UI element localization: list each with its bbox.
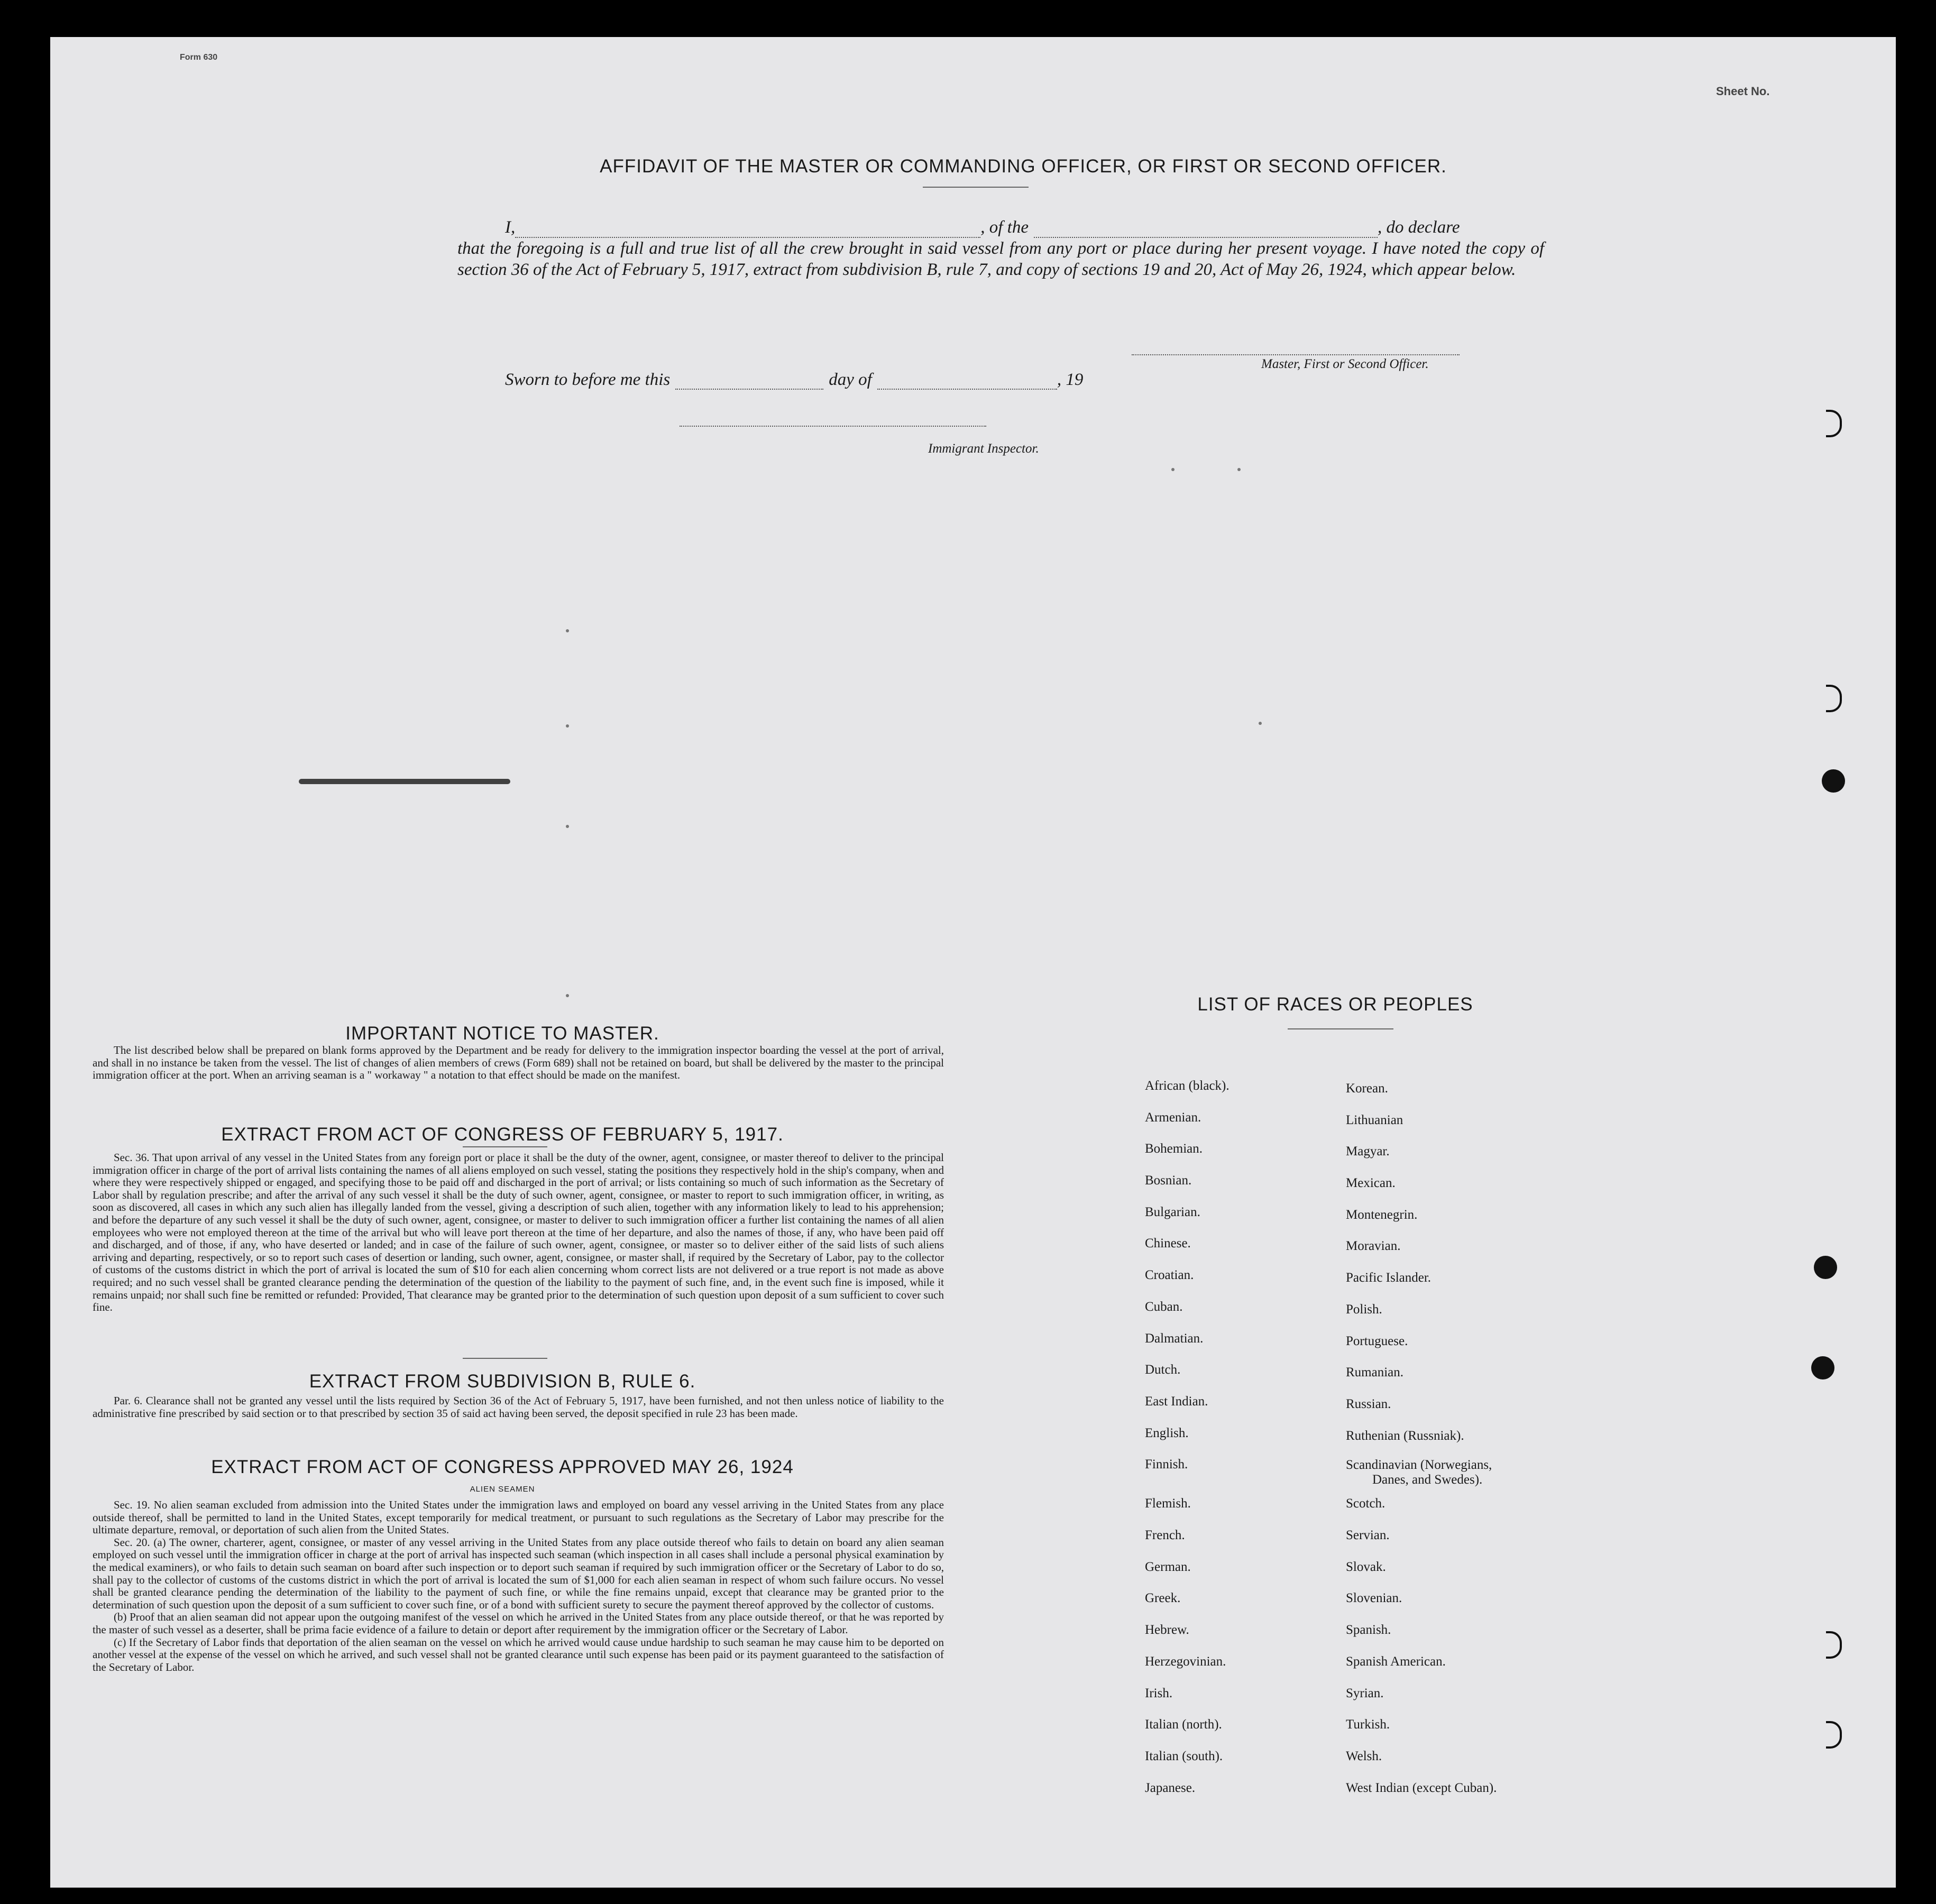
- binder-hole-icon: [1826, 1631, 1842, 1659]
- race-item: Dutch.: [1145, 1363, 1181, 1377]
- races-left-column: [1145, 1079, 1346, 1808]
- races-title: LIST OF RACES OR PEOPLES: [1197, 994, 1473, 1015]
- race-item: Spanish.: [1346, 1623, 1391, 1637]
- race-item: Portuguese.: [1346, 1334, 1408, 1348]
- year-label: , 19: [1057, 370, 1084, 389]
- do-declare-label: , do declare: [1377, 218, 1460, 237]
- affidavit-title: AFFIDAVIT OF THE MASTER OR COMMANDING OFFICER, OR FIRST OR SECOND OFFICER.: [600, 156, 1447, 177]
- day-of-label: day of: [829, 370, 872, 389]
- race-item: West Indian (except Cuban).: [1346, 1781, 1497, 1795]
- race-item: Italian (south).: [1145, 1749, 1223, 1763]
- race-item: Turkish.: [1346, 1717, 1390, 1732]
- race-item: Slovak.: [1346, 1560, 1386, 1574]
- sworn-day-field[interactable]: [675, 389, 823, 390]
- title-divider: [463, 1146, 547, 1147]
- of-the-label: , of the: [980, 218, 1029, 237]
- race-item: Flemish.: [1145, 1496, 1191, 1511]
- binder-hole-icon: [1826, 1721, 1842, 1749]
- bleed-mark: [566, 825, 569, 828]
- title-divider: [463, 1358, 547, 1359]
- binder-hole-icon: [1822, 769, 1845, 793]
- race-item: Spanish American.: [1346, 1654, 1446, 1669]
- race-item: Finnish.: [1145, 1457, 1188, 1471]
- declarant-prefix: I,: [505, 218, 516, 237]
- notice-text: [93, 1044, 944, 1082]
- notice-title: IMPORTANT NOTICE TO MASTER.: [345, 1023, 659, 1044]
- bleed-mark: [1237, 468, 1241, 471]
- race-item: Chinese.: [1145, 1236, 1191, 1250]
- race-item: Montenegrin.: [1346, 1208, 1418, 1222]
- master-signature-label: Master, First or Second Officer.: [1261, 357, 1429, 371]
- bleed-mark: [1171, 468, 1175, 471]
- race-item: Herzegovinian.: [1145, 1654, 1226, 1669]
- section-36-paragraph: Sec. 36. That upon arrival of any vessel in the United States from any foreign port or place it shall be the duty of the owner, agent, consignee, or master thereof to deliver to the principal immigration officer in charge of the port of arrival lists containing the names of all aliens employed on such vessel, stating the positions they respectively hold in the ship's company, when and where they were respectively shipped or engaged, and specifying those to be paid off and discharged in the port of arrival; or lists containing so much of such information as the Secretary of Labor shall by regulation prescribe; and after the arrival of any such vessel it shall be the duty of such owner, agent, consignee, or master to report to such immigration officer, in writing, as soon as discovered, all cases in which any such alien has illegally landed from the vessel, giving a description of such alien, together with any information likely to lead to his apprehension; and before the departure of any such vessel it shall be the duty of such owner, agent, consignee, or master to deliver to such immigration officer a further list containing the names of all alien employees who were not employed thereon at the time of the arrival but who will leave port thereon at the time of her departure, and also the names of those, if any, who have been paid off and discharged, and of those, if any, who have deserted or landed; and in case of the failure of such owner, agent, consignee, or master so to deliver either of the said lists of such aliens arriving and departing, respectively, or so to report such cases of desertion or landing, such owner, agent, consignee, or master shall, if required by the Secretary of Labor, pay to the collector of customs of the customs district in which the port of arrival is located the sum of $10 for each alien concerning whom correct lists are not delivered or a true report is not made as above required; and no such vessel shall be granted clearance pending the determination of the question of the liability to the payment of such fine, and, in the event such fine is imposed, while it remains unpaid; nor shall such fine be remitted or refunded: Provided, That clearance may be granted prior to the determination of such question upon deposit of a sum sufficient to cover such fine.: [93, 1151, 944, 1314]
- race-item: Bulgarian.: [1145, 1205, 1200, 1219]
- race-item: Japanese.: [1145, 1781, 1196, 1795]
- race-item: Scotch.: [1346, 1496, 1386, 1511]
- race-item: Dalmatian.: [1145, 1331, 1204, 1346]
- race-item: German.: [1145, 1560, 1191, 1574]
- extract-1924-text: [93, 1499, 944, 1673]
- race-item: Polish.: [1346, 1302, 1382, 1317]
- race-item: French.: [1145, 1528, 1185, 1542]
- bleed-mark: [566, 994, 569, 997]
- race-item: Cuban.: [1145, 1300, 1183, 1314]
- sworn-month-field[interactable]: [877, 389, 1057, 390]
- document-sheet: [50, 37, 1896, 1888]
- sworn-label: Sworn to before me this: [505, 370, 671, 389]
- race-item: Mexican.: [1346, 1176, 1396, 1190]
- race-item: Pacific Islander.: [1346, 1271, 1432, 1285]
- paragraph-6: Par. 6. Clearance shall not be granted any vessel until the lists required by Section 36 of the Act of February 5, 1917, have been furnished, and not then unless notice of liability to the administrative fine prescribed by said section or to that prescribed by section 35 of said act having been served, the deposit specified in rule 23 has been made.: [93, 1394, 944, 1420]
- inspector-label: Immigrant Inspector.: [928, 441, 1039, 456]
- title-divider: [923, 187, 1029, 188]
- bleed-mark: [566, 629, 569, 632]
- binder-hole-icon: [1811, 1356, 1834, 1379]
- bleed-mark: [566, 724, 569, 728]
- races-right-column: [1346, 1081, 1600, 1811]
- section-19-paragraph: Sec. 19. No alien seaman excluded from admission into the United States under the immigration laws and employed on board any vessel arriving in the United States from any place outside thereof, shall be permitted to land in the United States, except temporarily for medical treatment, or pursuant to such regulations as the Secretary of Labor may prescribe for the ultimate departure, removal, or deportation of such alien from the United States.: [93, 1498, 944, 1537]
- race-item: East Indian.: [1145, 1394, 1208, 1409]
- race-item: Hebrew.: [1145, 1623, 1189, 1637]
- sheet-label: Sheet No.: [1716, 85, 1770, 98]
- alien-seamen-subtitle: ALIEN SEAMEN: [470, 1485, 535, 1494]
- affidavit-body: that the foregoing is a full and true list of all the crew brought in said vessel from any port or place during her present voyage. I have noted the copy of section 36 of the Act of February 5, 1917, extract from subdivision B, rule 7, and copy of sections 19 and 20, Act of May 26, 1924, which appear below.: [457, 239, 1544, 279]
- race-item: Ruthenian (Russniak).: [1346, 1429, 1464, 1443]
- master-signature-line[interactable]: [1132, 354, 1460, 355]
- inspector-signature-line[interactable]: [680, 426, 986, 427]
- race-item: Lithuanian: [1346, 1113, 1403, 1127]
- extract-rule-title: EXTRACT FROM SUBDIVISION B, RULE 6.: [309, 1371, 696, 1392]
- extract-rule-text: [93, 1395, 944, 1420]
- sworn-line: [505, 370, 1083, 390]
- title-divider: [1288, 1028, 1393, 1029]
- race-item: Scandinavian (Norwegians,: [1346, 1458, 1492, 1472]
- race-item: English.: [1145, 1426, 1189, 1440]
- race-item: Moravian.: [1346, 1239, 1401, 1253]
- race-item: Armenian.: [1145, 1110, 1201, 1125]
- race-item: Greek.: [1145, 1591, 1181, 1605]
- section-20c-paragraph: (c) If the Secretary of Labor finds that deportation of the alien seaman on the vessel on which he arrived would cause undue hardship to such seaman he may cause him to be deported on another vessel at the expense of the vessel on which he arrived, and such vessel shall not be granted clearance until such expense has been paid or its payment guaranteed to the satisfaction of the Secretary of Labor.: [93, 1635, 944, 1673]
- race-item: Servian.: [1346, 1528, 1390, 1542]
- race-item: Slovenian.: [1346, 1591, 1402, 1605]
- form-number: Form 630: [180, 53, 218, 62]
- binder-hole-icon: [1826, 685, 1842, 712]
- binder-hole-icon: [1814, 1256, 1837, 1279]
- binder-hole-icon: [1826, 410, 1842, 437]
- race-item: Italian (north).: [1145, 1717, 1222, 1732]
- bleed-mark: [1259, 722, 1262, 725]
- race-item: Bosnian.: [1145, 1173, 1192, 1188]
- race-item: Bohemian.: [1145, 1142, 1203, 1156]
- race-item-continued: Danes, and Swedes).: [1372, 1473, 1483, 1487]
- race-item: Korean.: [1346, 1081, 1388, 1096]
- extract-1917-text: [93, 1152, 944, 1314]
- race-item: Irish.: [1145, 1686, 1173, 1700]
- race-item: Syrian.: [1346, 1686, 1384, 1700]
- notice-paragraph: The list described below shall be prepared on blank forms approved by the Department and be ready for delivery to the immigration inspector boarding the vessel at the port of arrival, and shall in no instance be taken from the vessel. The list of changes of alien members of crews (Form 689) shall not be retained on board, but shall be delivered by the master to the principal immigration officer at the port. When an arriving seaman is a " workaway " a notation to that effect should be made on the manifest.: [93, 1044, 944, 1082]
- race-item: Magyar.: [1346, 1144, 1390, 1158]
- race-item: Welsh.: [1346, 1749, 1382, 1763]
- section-20a-paragraph: Sec. 20. (a) The owner, charterer, agent, consignee, or master of any vessel arriving in the United States from any place outside thereof who fails to detain on board any alien seaman employed on such vessel until the immigration officer in charge at the port of arrival has inspected such seaman (which inspection in all cases shall include a personal physical examination by the medical examiners), or who fails to detain such seaman on board after such inspection or to deport such seaman if required by such immigration officer or the Secretary of Labor to do so, shall pay to the collector of customs of the customs district in which the port of arrival is located the sum of $1,000 for each alien seaman in respect of whom such failure occurs. No vessel shall be granted clearance pending the determination of the liability to the payment of such fine, or while the fine remains unpaid, except that clearance may be granted prior to the determination of such question upon the deposit of a sum sufficient to cover such fine, or of a bond with sufficient surety to secure the payment thereof approved by the collector of customs.: [93, 1535, 944, 1611]
- extract-1917-title: EXTRACT FROM ACT OF CONGRESS OF FEBRUARY 5, 1917.: [221, 1124, 784, 1145]
- ink-smudge: [299, 779, 510, 784]
- race-item: Rumanian.: [1346, 1365, 1404, 1379]
- section-20b-paragraph: (b) Proof that an alien seaman did not appear upon the outgoing manifest of the vessel on which he arrived in the United States from any place outside thereof, or that he was reported by the master of such vessel as a deserter, shall be prima facie evidence of a failure to detain or deport after requirement by the immigration officer or the Secretary of Labor.: [93, 1611, 944, 1636]
- race-item: Russian.: [1346, 1397, 1391, 1411]
- extract-1924-title: EXTRACT FROM ACT OF CONGRESS APPROVED MAY 26, 1924: [211, 1457, 794, 1477]
- race-item: African (black).: [1145, 1079, 1230, 1093]
- race-item: Croatian.: [1145, 1268, 1194, 1282]
- affidavit-declaration: [457, 217, 1544, 280]
